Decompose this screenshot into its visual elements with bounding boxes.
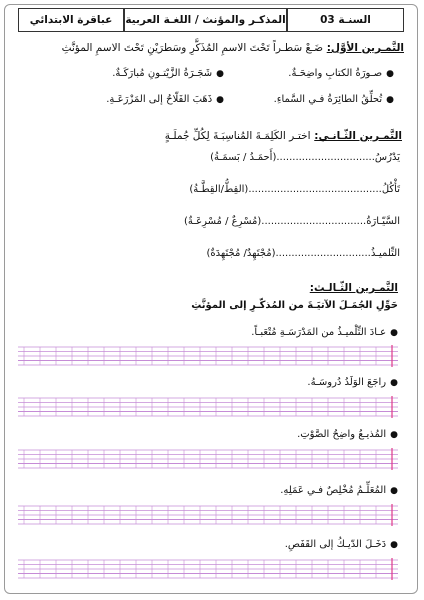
exercise3-item	[280, 485, 398, 496]
exercise2-row	[189, 184, 400, 195]
exercise2-lead: يَدْرُسُ	[374, 152, 400, 163]
exercise3-item	[251, 327, 398, 338]
exercise3-item	[307, 377, 398, 388]
bullet-icon: ●	[390, 486, 398, 496]
exercise2-choices: (أَحمَـدُ / بَسمَـةُ)	[210, 152, 277, 163]
exercise2-lead: تَأْكُلُ	[381, 184, 400, 195]
exercise1-item	[106, 94, 224, 105]
header-school	[18, 8, 124, 32]
writing-lines[interactable]	[18, 504, 398, 526]
exercise3-item-text: المُذيـعُ واضِحُ الصَّوْتِ.	[297, 429, 387, 440]
writing-lines[interactable]	[18, 396, 398, 418]
bullet-icon: ●	[390, 328, 398, 338]
bullet-icon: ●	[386, 95, 394, 105]
exercise3-item-text: راجَعَ الوَلَدُ دُروسَـهُ.	[307, 377, 387, 388]
header-subject	[124, 8, 287, 32]
exercise1-instruction: ضَـعْ سَطـراً تَحْتَ الاسمِ المُذَكَّرِ وسَطرَيْنِ تَحْتَ الاسمِ المؤنَّثِ	[61, 42, 324, 54]
exercise2-choices: (مُسْرِعٌ / مُسْرِعَـةٌ)	[183, 216, 262, 227]
exercise2-lead: السَّيّـارَةُ	[366, 216, 400, 227]
header-level-text: السنـة 03	[320, 14, 371, 26]
ruled-lines	[18, 558, 398, 580]
bullet-icon: ●	[386, 69, 394, 79]
header-subject-text: المذكـر والمؤنث / اللغـة العربية	[125, 14, 286, 26]
exercise1-item-text: ذَهَبَ الفَلّاحُ إلى المَزْرَعَـةِ.	[106, 94, 213, 105]
exercise2-blank: ...............................	[276, 152, 375, 163]
bullet-icon: ●	[390, 378, 398, 388]
exercise2-row	[184, 216, 400, 227]
exercise3-item-text: عـادَ التِّلْميـذُ من المَدْرَسَـةِ مُتْعَبـاً.	[251, 327, 387, 338]
exercise1-item	[112, 68, 224, 79]
exercise2-label: التَّمـرين الثّـانـي:	[314, 130, 402, 142]
bullet-icon: ●	[390, 540, 398, 550]
exercise1-item	[288, 68, 394, 79]
exercise2-row	[207, 248, 400, 259]
exercise3-item-text: المُعَلِّـمُ مُخْلِصٌ فـي عَمَلِهِ.	[280, 485, 387, 496]
exercise3-instruction-text: حَوِّلِ الجُمَـلَ الآتيَـةَ من المُذكّـرِ إلى المؤنَّثِ	[191, 300, 398, 311]
exercise2-lead: التِّلميـذُ	[370, 248, 400, 259]
exercise1-item-text: شَجَـرَةُ الزَّيْتـونِ مُبارَكَـةٌ.	[112, 68, 213, 79]
exercise3-label: التَّمـرين الثّـالـث:	[309, 282, 398, 294]
exercise2-blank: ..........................................	[248, 184, 382, 195]
exercise2-blank: ..............................	[275, 248, 371, 259]
exercise1-item-text: صـورَةُ الكتابِ واضِحَـةٌ.	[288, 68, 383, 79]
exercise2-choices: (القِطُّ/القِطَّـةُ)	[189, 184, 249, 195]
bullet-icon: ●	[216, 95, 224, 105]
ruled-lines	[18, 396, 398, 418]
exercise3-title	[310, 282, 398, 294]
exercise3-instruction	[191, 300, 398, 311]
bullet-icon: ●	[390, 430, 398, 440]
exercise2-instruction: اختـر الكَلِمَـةَ المُناسِبَـةَ لِكُلِّ جُملَـةٍ	[164, 130, 311, 142]
exercise1-title	[62, 42, 404, 54]
exercise3-item	[285, 539, 398, 550]
header-school-text: عباقرة الابتدائي	[29, 14, 113, 26]
writing-lines[interactable]	[18, 345, 398, 367]
exercise2-row	[210, 152, 400, 163]
exercise3-item-text: دَخَـلَ الدّيـكُ إلى القَفَصِ.	[284, 539, 387, 550]
bullet-icon: ●	[216, 69, 224, 79]
writing-lines[interactable]	[18, 558, 398, 580]
exercise1-item	[274, 94, 394, 105]
ruled-lines	[18, 345, 398, 367]
ruled-lines	[18, 448, 398, 470]
exercise2-title	[165, 130, 402, 142]
header-level	[287, 8, 404, 32]
exercise1-item-text: تُحلِّقُ الطائِرَةُ فـي السَّماءِ.	[273, 94, 383, 105]
exercise2-blank: .................................	[261, 216, 367, 227]
exercise2-choices: (مُجْتَهِدٌ/ مُجْتَهِدَةٌ)	[206, 248, 276, 259]
exercise3-item	[297, 429, 398, 440]
writing-lines[interactable]	[18, 448, 398, 470]
exercise1-label: التَّمـرين الأوَّل:	[326, 42, 404, 54]
ruled-lines	[18, 504, 398, 526]
